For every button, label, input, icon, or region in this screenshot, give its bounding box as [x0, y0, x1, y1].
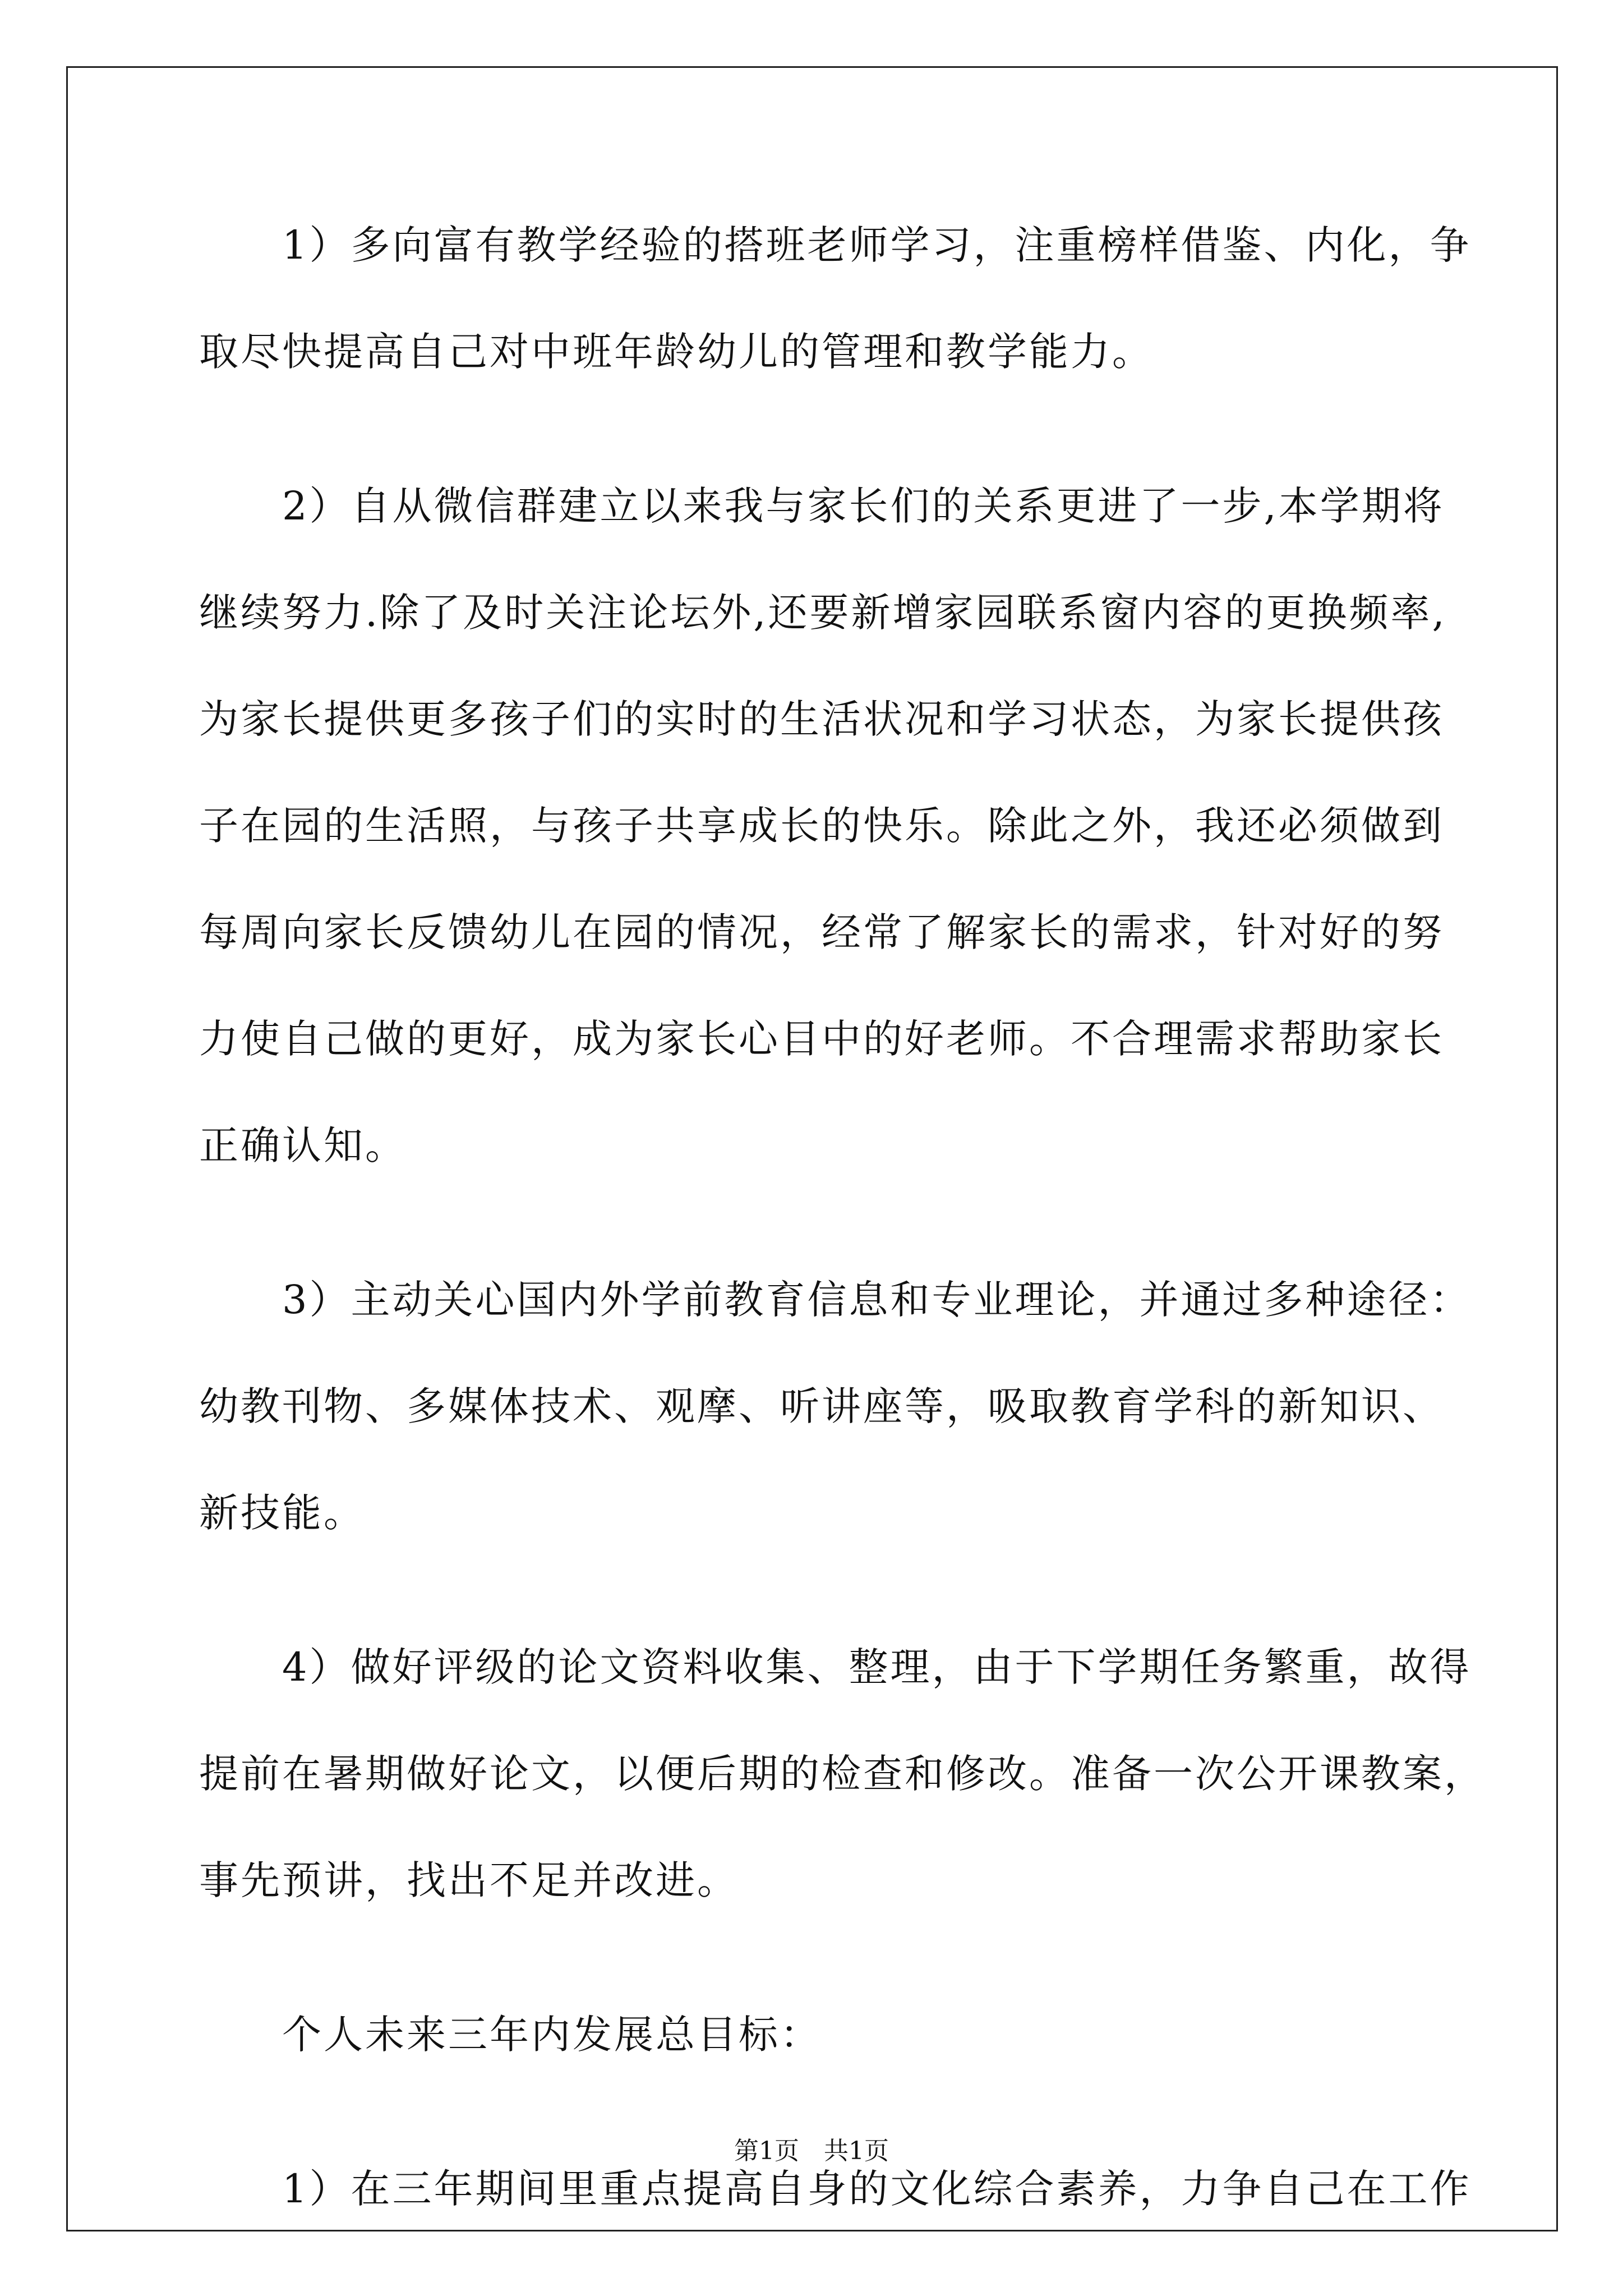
text-line: 新技能。	[199, 1490, 365, 1536]
text-line: 事先预讲，找出不足并改进。	[199, 1857, 739, 1903]
text-line: 力使自己做的更好，成为家长心目中的好老师。不合理需求帮助家长	[199, 1016, 1444, 1062]
text-line: 3）主动关心国内外学前教育信息和专业理论，并通过多种途径：	[199, 1277, 1472, 1323]
text-line: 提前在暑期做好论文，以便后期的检查和修改。准备一次公开课教案，	[199, 1751, 1486, 1797]
text-line: 4）做好评级的论文资料收集、整理，由于下学期任务繁重，故得	[199, 1644, 1472, 1690]
text-line: 1）多向富有教学经验的搭班老师学习，注重榜样借鉴、内化，争	[199, 222, 1472, 268]
text-line: 个人未来三年内发展总目标：	[199, 2012, 822, 2058]
text-line: 幼教刊物、多媒体技术、观摩、听讲座等，吸取教育学科的新知识、	[199, 1383, 1444, 1429]
text-line: 为家长提供更多孩子们的实时的生活状况和学习状态，为家长提供孩	[199, 696, 1444, 742]
text-line: 取尽快提高自己对中班年龄幼儿的管理和教学能力。	[199, 329, 1154, 375]
text-line: 2）自从微信群建立以来我与家长们的关系更进了一步,本学期将	[199, 483, 1445, 529]
text-line: 正确认知。	[199, 1122, 407, 1168]
page-footer: 第1页 共1页	[734, 2137, 889, 2165]
text-line: 继续努力.除了及时关注论坛外,还要新增家园联系窗内容的更换频率,	[199, 590, 1447, 636]
text-line: 子在园的生活照，与孩子共享成长的快乐。除此之外，我还必须做到	[199, 803, 1444, 849]
text-line: 每周向家长反馈幼儿在园的情况，经常了解家长的需求，针对好的努	[199, 909, 1444, 955]
text-line: 1）在三年期间里重点提高自身的文化综合素养，力争自己在工作	[199, 2166, 1472, 2212]
